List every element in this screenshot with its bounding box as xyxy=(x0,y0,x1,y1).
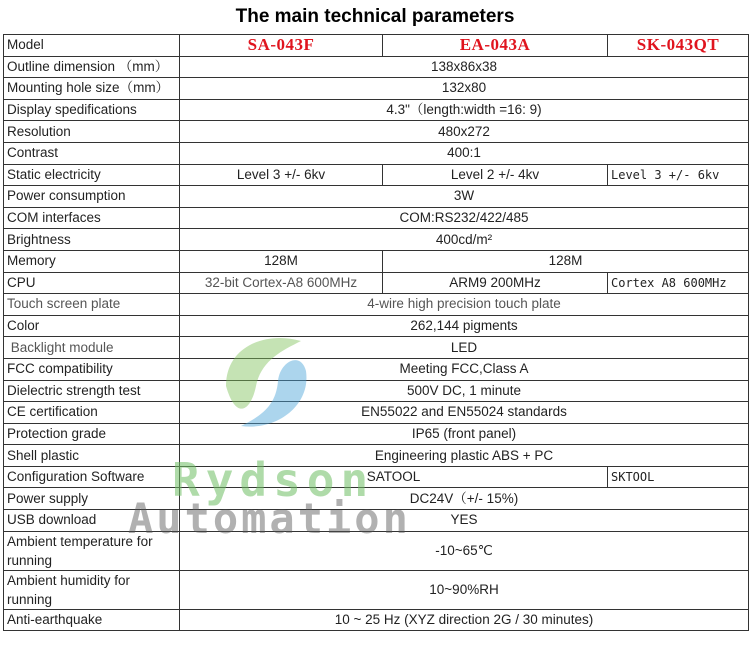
row-label: COM interfaces xyxy=(4,207,180,229)
row-label: Mounting hole size（mm） xyxy=(4,78,180,100)
page-title: The main technical parameters xyxy=(235,6,515,27)
row-label: Memory xyxy=(4,250,180,272)
row-value: SATOOL xyxy=(180,466,608,488)
table-row xyxy=(4,121,749,143)
table-row xyxy=(4,402,749,424)
row-value: COM:RS232/422/485 xyxy=(180,207,749,229)
row-label: Static electricity xyxy=(4,164,180,186)
table-row-model xyxy=(4,35,749,57)
row-label: Display spedifications xyxy=(4,99,180,121)
row-label: FCC compatibility xyxy=(4,358,180,380)
table-row xyxy=(4,272,749,294)
model-sk: SK-043QT xyxy=(608,35,749,57)
table-row xyxy=(4,229,749,251)
row-value: 480x272 xyxy=(180,121,749,143)
row-value: LED xyxy=(180,337,749,359)
row-value: Engineering plastic ABS + PC xyxy=(180,445,749,467)
watermark-logo-icon xyxy=(206,326,326,436)
row-label: Anti-earthquake xyxy=(4,609,180,631)
row-value: Meeting FCC,Class A xyxy=(180,358,749,380)
table-row xyxy=(4,315,749,337)
row-label: Color xyxy=(4,315,180,337)
row-label: Ambient humidity for running xyxy=(4,570,180,609)
row-value-sk: SKTOOL xyxy=(608,466,749,488)
row-label: Contrast xyxy=(4,142,180,164)
row-value-ea: ARM9 200MHz xyxy=(383,272,608,294)
row-label: Backlight module xyxy=(4,337,180,359)
table-row xyxy=(4,445,749,467)
table-row xyxy=(4,294,749,316)
row-label: Ambient temperature for running xyxy=(4,531,180,570)
row-value: DC24V（+/- 15%) xyxy=(180,488,749,510)
row-label: USB download xyxy=(4,510,180,532)
row-value: 262,144 pigments xyxy=(180,315,749,337)
row-value-sk: Level 3 +/- 6kv xyxy=(608,164,749,186)
table-row xyxy=(4,78,749,100)
table-row xyxy=(4,358,749,380)
row-value: 138x86x38 xyxy=(180,56,749,78)
table-row xyxy=(4,207,749,229)
row-value: 10~90%RH xyxy=(180,570,749,609)
row-label: Resolution xyxy=(4,121,180,143)
row-value: IP65 (front panel) xyxy=(180,423,749,445)
table-row xyxy=(4,380,749,402)
row-value: YES xyxy=(180,510,749,532)
model-ea: EA-043A xyxy=(383,35,608,57)
table-row xyxy=(4,250,749,272)
row-value-sk: Cortex A8 600MHz xyxy=(608,272,749,294)
row-label: Configuration Software xyxy=(4,466,180,488)
row-label: Protection grade xyxy=(4,423,180,445)
table-row xyxy=(4,56,749,78)
table-row xyxy=(4,164,749,186)
row-label: CPU xyxy=(4,272,180,294)
table-row xyxy=(4,609,749,631)
row-value: 4.3"（length:width =16: 9) xyxy=(180,99,749,121)
row-value: 500V DC, 1 minute xyxy=(180,380,749,402)
table-row xyxy=(4,142,749,164)
table-row xyxy=(4,186,749,208)
row-value-sa: 128M xyxy=(180,250,383,272)
row-label: Outline dimension （mm） xyxy=(4,56,180,78)
watermark-brand: Rydson xyxy=(172,453,375,507)
table-row xyxy=(4,570,749,609)
row-value: -10~65℃ xyxy=(180,531,749,570)
row-label: Dielectric strength test xyxy=(4,380,180,402)
row-value: 4-wire high precision touch plate xyxy=(180,294,749,316)
row-label: Power consumption xyxy=(4,186,180,208)
row-value: 3W xyxy=(180,186,749,208)
row-value: 132x80 xyxy=(180,78,749,100)
row-value-ea: 128M xyxy=(383,250,749,272)
row-value-sa: Level 3 +/- 6kv xyxy=(180,164,383,186)
row-value-ea: Level 2 +/- 4kv xyxy=(383,164,608,186)
row-label: Shell plastic xyxy=(4,445,180,467)
row-value-sa: 32-bit Cortex-A8 600MHz xyxy=(180,272,383,294)
header-label: Model xyxy=(4,35,180,57)
row-value: 400cd/m² xyxy=(180,229,749,251)
row-value: EN55022 and EN55024 standards xyxy=(180,402,749,424)
table-row xyxy=(4,466,749,488)
row-label: Power supply xyxy=(4,488,180,510)
watermark-tagline: Automation xyxy=(128,494,411,543)
row-label: Brightness xyxy=(4,229,180,251)
model-sa: SA-043F xyxy=(180,35,383,57)
table-row xyxy=(4,99,749,121)
row-label: CE certification xyxy=(4,402,180,424)
row-label: Touch screen plate xyxy=(4,294,180,316)
table-row xyxy=(4,423,749,445)
table-row xyxy=(4,337,749,359)
row-value: 10 ~ 25 Hz (XYZ direction 2G / 30 minutes) xyxy=(180,609,749,631)
row-value: 400:1 xyxy=(180,142,749,164)
